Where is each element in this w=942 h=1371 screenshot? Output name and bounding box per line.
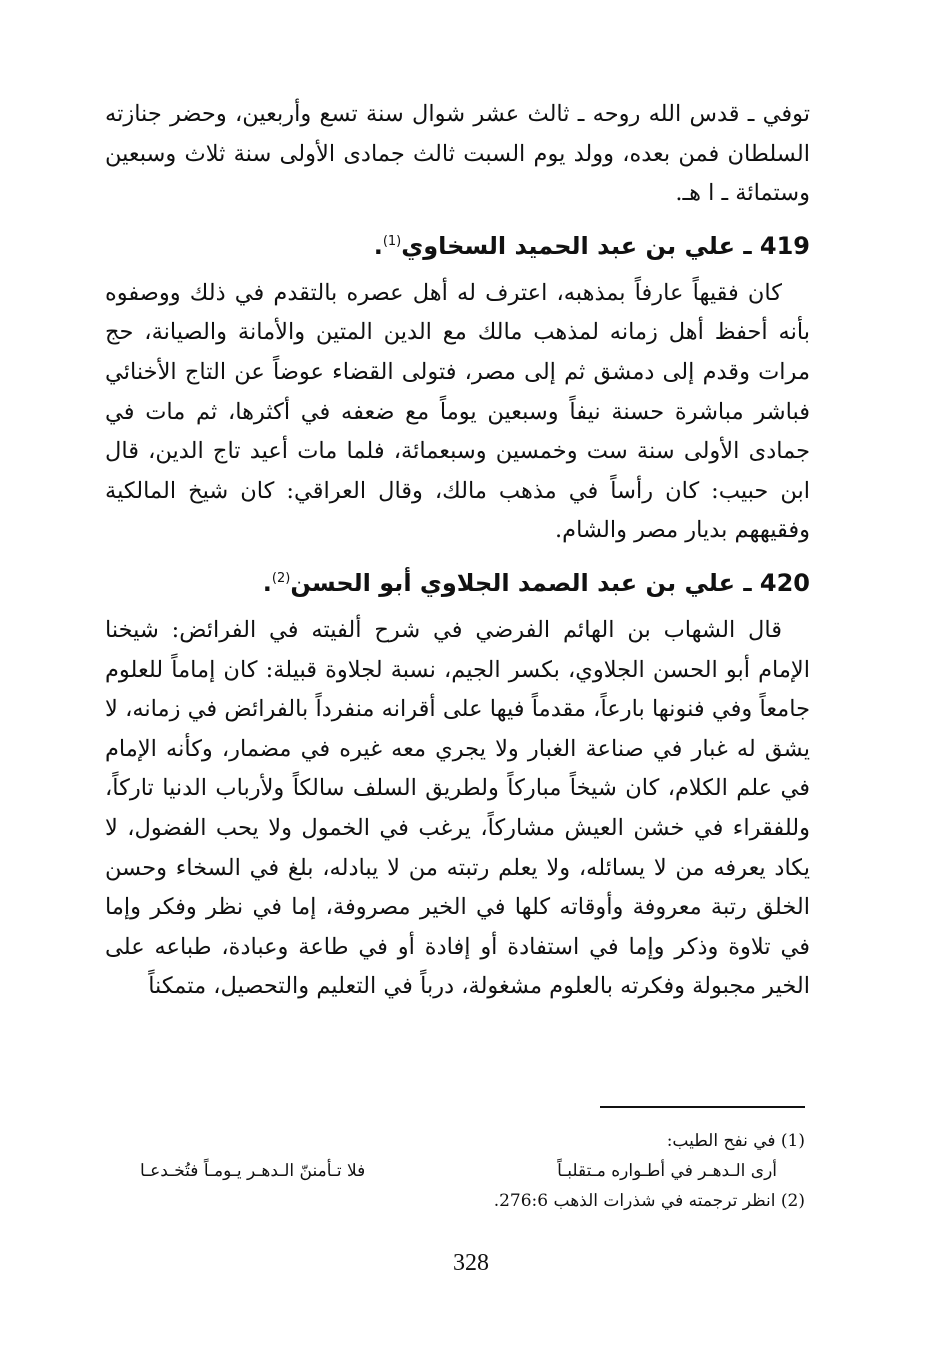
verse-first-hemistich: أرى الـدهـر في أطـواره مـتقلبـاً	[557, 1161, 777, 1181]
entry-420-paragraph: قال الشهاب بن الهائم الفرضي في شرح ألفيته في الفرائض: شيخنا الإمام أبو الحسن الجلاوي، بكسر الجيم، نسبة لجلاوة قبيلة: كان إماماً للعلوم جامعاً وفي فنونها بارعاً، مقدماً فيها على أقرانه منفرداً بالفرائض في زمانه، لا يشق له غبار في صناعة الغبار ولا يجري معه غيره في مضمار، وكأنه الإمام في علم الكلام، كان شيخاً مباركاً ولطريق السلف سالكاً ولأرباب الدنيا تاركاً، وللفقراء في خشن العيش مشاركاً، يرغب في الخمول ولا يحب الفضول، لا يكاد يعرفه من لا يسائله، ولا يعلم رتبته من لا يبادله، بلغ في السخاء وحسن الخلق رتبة معروفة وأوقاته كلها في الخير مصروفة، إما في نظر وفكر وإما في تلاوة وذكر وإما في استفادة أو إفادة أو في طاعة وعبادة، طباعه على الخير مجبولة وفكرته بالعلوم مشغولة، درباً في التعليم والتحصيل، متمكناً	[105, 616, 810, 1000]
verse-second-hemistich: فلا تـأمننّ الـدهـر يـومـاً فتُخـدعـا	[140, 1161, 366, 1181]
page-number: 328	[453, 1250, 489, 1276]
footnote-1-verse	[140, 1156, 805, 1186]
footnotes	[140, 1106, 805, 1216]
footnote-ref-2[interactable]: (2)	[271, 570, 291, 586]
entry-419-title-text: 419 ـ علي بن عبد الحميد السخاوي	[401, 231, 810, 260]
page-body	[105, 95, 810, 1007]
intro-paragraph: توفي ـ قدس الله روحه ـ ثالث عشر شوال سنة تسع وأربعين، وحضر جنازته السلطان فمن بعده، وولد يوم السبت ثالث جمادى الأولى سنة ثلاث وسبعين وستمائة ـ ا هـ.	[105, 101, 810, 207]
footnote-2: (2) انظر ترجمته في شذرات الذهب 276:6.	[493, 1191, 805, 1211]
footnote-1-label: (1) في نفح الطيب:	[666, 1131, 805, 1151]
footnote-ref-1[interactable]: (1)	[382, 233, 402, 249]
entry-420-title-text: 420 ـ علي بن عبد الصمد الجلاوي أبو الحسن	[290, 568, 810, 597]
entry-420-title: 420 ـ علي بن عبد الصمد الجلاوي أبو الحسن$^{(2)}$.	[262, 568, 810, 597]
entry-419-title: 419 ـ علي بن عبد الحميد السخاوي$^{(1)}$.	[373, 231, 810, 260]
entry-419-paragraph: كان فقيهاً عارفاً بمذهبه، اعترف له أهل عصره بالتقدم في ذلك ووصفوه بأنه أحفظ أهل زمانه لمذهب مالك مع الدين المتين والأمانة والصيانة، حج مرات وقدم إلى دمشق ثم إلى مصر، فتولى القضاء عوضاً عن التاج الأخنائي فباشر مباشرة حسنة نيفاً وسبعين يوماً مع ضعفه في أكثرها، ثم مات في جمادى الأولى سنة ست وخمسين وسبعمائة، فلما مات أعيد تاج الدين، قال ابن حبيب: كان رأساً في مذهب مالك، وقال العراقي: كان شيخ المالكية وفقيههم بديار مصر والشام.	[105, 279, 810, 544]
